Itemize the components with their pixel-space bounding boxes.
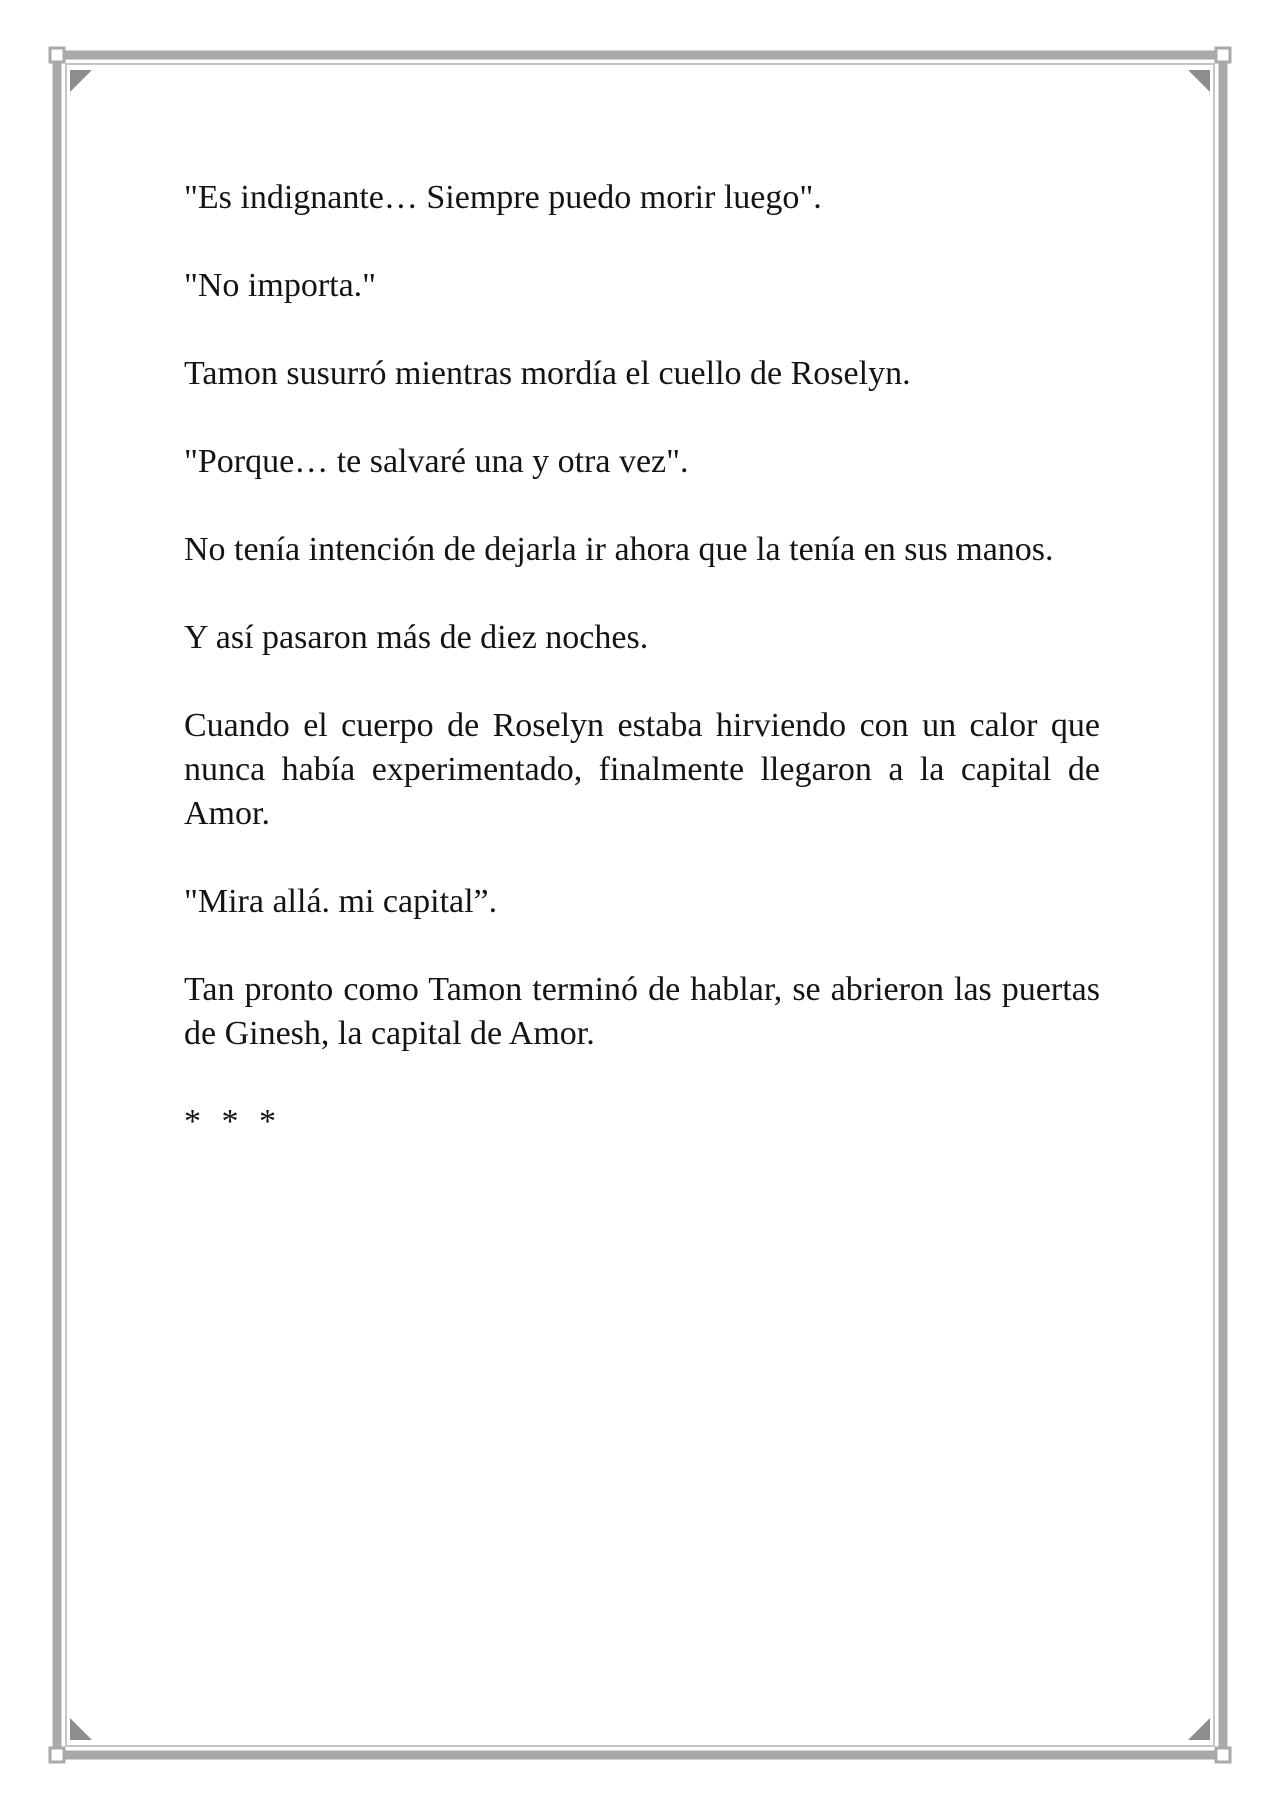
corner-ornament-top-right xyxy=(1216,48,1230,62)
document-body xyxy=(184,176,1100,1144)
corner-triangle-bottom-left xyxy=(70,1718,92,1740)
paragraph: "No importa." xyxy=(184,267,377,304)
corner-triangle-bottom-right xyxy=(1188,1718,1210,1740)
paragraph: "Es indignante… Siempre puedo morir luego". xyxy=(184,179,822,216)
paragraph: Cuando el cuerpo de Roselyn estaba hirviendo con un calor que nunca había experimentado, finalmente llegaron a la capital de Amor. xyxy=(184,707,1100,832)
corner-ornament-top-left xyxy=(50,48,64,62)
corner-ornament-bottom-right xyxy=(1216,1748,1230,1762)
paragraph: Y así pasaron más de diez noches. xyxy=(184,619,649,656)
paragraph: No tenía intención de dejarla ir ahora que la tenía en sus manos. xyxy=(184,531,1054,568)
paragraph: "Porque… te salvaré una y otra vez". xyxy=(184,443,689,480)
corner-triangle-top-left xyxy=(70,70,92,92)
paragraph: Tan pronto como Tamon terminó de hablar, se abrieron las puertas de Ginesh, la capital de Amor. xyxy=(184,971,1100,1052)
corner-triangle-top-right xyxy=(1188,70,1210,92)
corner-ornament-bottom-left xyxy=(50,1748,64,1762)
scene-separator: * * * xyxy=(184,1103,282,1140)
paragraph: "Mira allá. mi capital”. xyxy=(184,883,498,920)
paragraph: Tamon susurró mientras mordía el cuello de Roselyn. xyxy=(184,355,911,392)
